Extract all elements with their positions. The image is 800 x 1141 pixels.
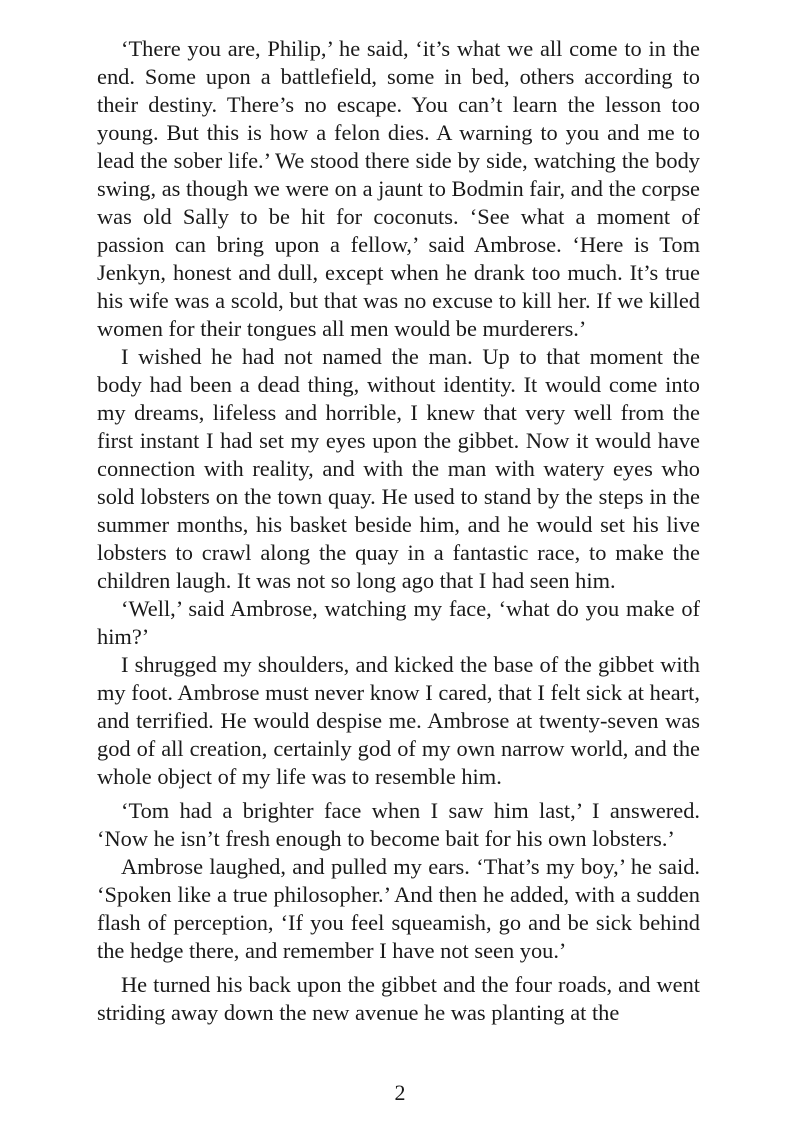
paragraph-4: I shrugged my shoulders, and kicked the base of the gibbet with my foot. Ambrose must never know I cared, that I felt sick at heart, and terrified. He would despise me. Ambrose at twenty-seven was god of all creation, certainly god of my own narrow world, and the whole object of my life was to resemble him. xyxy=(97,652,700,789)
paragraph-3: ‘Well,’ said Ambrose, watching my face, ‘what do you make of him?’ xyxy=(97,596,700,649)
paragraph-6: Ambrose laughed, and pulled my ears. ‘That’s my boy,’ he said. ‘Spoken like a true philosopher.’ And then he added, with a sudden flash of perception, ‘If you feel squeamish, go and be sick behind the hedge there, and remember I have not seen you.’ xyxy=(97,854,700,963)
page-body xyxy=(97,35,700,1027)
page-number: 2 xyxy=(394,1080,406,1105)
paragraph-1: ‘There you are, Philip,’ he said, ‘it’s what we all come to in the end. Some upon a battlefield, some in bed, others according to their destiny. There’s no escape. You can’t learn the lesson too young. But this is how a felon dies. A warning to you and me to lead the sober life.’ We stood there side by side, watching the body swing, as though we were on a jaunt to Bodmin fair, and the corpse was old Sally to be hit for coconuts. ‘See what a moment of passion can bring upon a fellow,’ said Ambrose. ‘Here is Tom Jenkyn, honest and dull, except when he drank too much. It’s true his wife was a scold, but that was no excuse to kill her. If we killed women for their tongues all men would be murderers.’ xyxy=(97,36,700,341)
paragraph-2: I wished he had not named the man. Up to that moment the body had been a dead thing, without identity. It would come into my dreams, lifeless and horrible, I knew that very well from the first instant I had set my eyes upon the gibbet. Now it would have connection with reality, and with the man with watery eyes who sold lobsters on the town quay. He used to stand by the steps in the summer months, his basket beside him, and he would set his live lobsters to crawl along the quay in a fantastic race, to make the children laugh. It was not so long ago that I had seen him. xyxy=(97,344,700,593)
paragraph-5: ‘Tom had a brighter face when I saw him last,’ I answered. ‘Now he isn’t fresh enough to become bait for his own lobsters.’ xyxy=(97,798,700,851)
paragraph-7: He turned his back upon the gibbet and the four roads, and went striding away down the new avenue he was planting at the xyxy=(97,972,700,1025)
